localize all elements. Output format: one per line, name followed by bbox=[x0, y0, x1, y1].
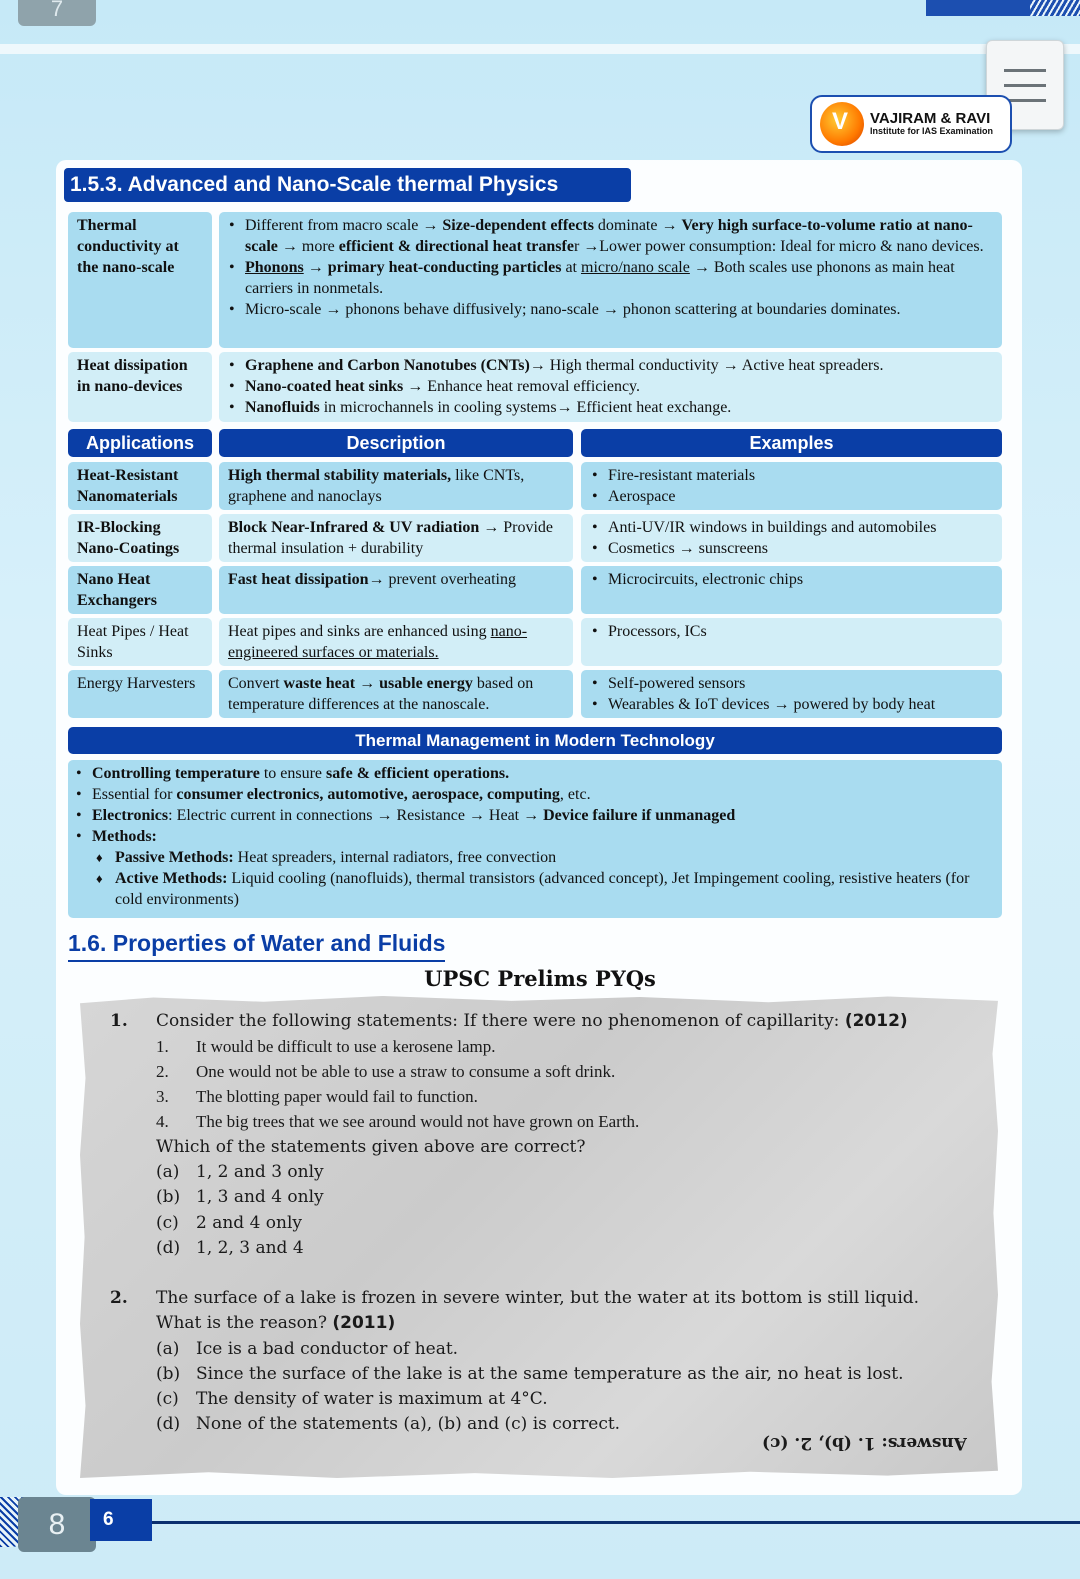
menu-line-icon bbox=[1004, 69, 1046, 72]
list-item: • Wearables & IoT devices → powered by body heat bbox=[590, 694, 993, 715]
header-description: Description bbox=[219, 429, 573, 457]
option-text: 1, 2, 3 and 4 bbox=[196, 1238, 304, 1258]
desc-cell: Fast heat dissipation→ prevent overheating bbox=[219, 566, 573, 614]
footer-line bbox=[150, 1521, 1080, 1524]
option-text: Since the surface of the lake is at the same temperature as the air, no heat is lost. bbox=[196, 1364, 904, 1384]
section-title-16: 1.6. Properties of Water and Fluids bbox=[68, 928, 445, 962]
list-item: • Microcircuits, electronic chips bbox=[590, 569, 993, 590]
list-item: • Fire-resistant materials bbox=[590, 465, 993, 486]
option-text: 1, 3 and 4 only bbox=[196, 1187, 324, 1207]
desc-cell: High thermal stability materials, like CNTs, graphene and nanoclays bbox=[219, 462, 573, 510]
vajiram-logo bbox=[810, 95, 1012, 153]
statement-text: It would be difficult to use a kerosene lamp. bbox=[196, 1037, 496, 1056]
app-cell: Heat Pipes / Heat Sinks bbox=[68, 618, 212, 666]
thermal-conductivity-content bbox=[219, 212, 1002, 348]
logo-text bbox=[870, 111, 993, 136]
list-item: • Anti-UV/IR windows in buildings and automobiles bbox=[590, 517, 993, 538]
list-item: • Nanofluids in microchannels in cooling systems→ Efficient heat exchange. bbox=[227, 397, 993, 418]
option-text: The density of water is maximum at 4°C. bbox=[196, 1389, 548, 1409]
pyq-title: UPSC Prelims PYQs bbox=[424, 966, 656, 991]
question-number: 2. bbox=[110, 1288, 128, 1308]
page-number: 6 bbox=[90, 1499, 152, 1541]
desc-cell: Heat pipes and sinks are enhanced using nano-engineered surfaces or materials. bbox=[219, 618, 573, 666]
header-thermal-management: Thermal Management in Modern Technology bbox=[68, 727, 1002, 754]
option-key: (d) bbox=[156, 1414, 181, 1434]
app-cell: Energy Harvesters bbox=[68, 670, 212, 718]
list-item: • Phonons → primary heat-conducting particles at micro/nano scale → Both scales use phonons as main heat carriers in nonmetals. bbox=[227, 257, 993, 299]
logo-tagline: Institute for IAS Examination bbox=[870, 126, 994, 137]
statement-number: 1. bbox=[156, 1037, 169, 1056]
list-item: ♦ Active Methods: Liquid cooling (nanofluids), thermal transistors (advanced concept), Jet Impingement cooling, resistive heaters (for cold environments) bbox=[96, 868, 993, 910]
list-item: • Cosmetics → sunscreens bbox=[590, 538, 993, 559]
top-bar-decoration bbox=[926, 0, 1080, 16]
list-item: • Essential for consumer electronics, automotive, aerospace, computing, etc. bbox=[74, 784, 993, 805]
list-item: ♦ Passive Methods: Heat spreaders, internal radiators, free convection bbox=[96, 847, 993, 868]
option-key: (a) bbox=[156, 1162, 180, 1182]
examples-cell bbox=[581, 618, 1002, 666]
list-item: • Processors, ICs bbox=[590, 621, 993, 642]
examples-cell bbox=[581, 462, 1002, 510]
list-item: • Controlling temperature to ensure safe & efficient operations. bbox=[74, 763, 993, 784]
option-key: (d) bbox=[156, 1238, 181, 1258]
examples-cell bbox=[581, 566, 1002, 614]
question-text: Consider the following statements: If there were no phenomenon of capillarity: (2012) bbox=[156, 1011, 908, 1031]
option-key: (b) bbox=[156, 1187, 181, 1207]
question-number: 1. bbox=[110, 1011, 128, 1031]
option-key: (c) bbox=[156, 1213, 179, 1233]
option-text: 1, 2 and 3 only bbox=[196, 1162, 324, 1182]
label-thermal-conductivity: Thermal conductivity at the nano-scale bbox=[68, 212, 212, 348]
menu-line-icon bbox=[1004, 84, 1046, 87]
list-item: • Different from macro scale → Size-dependent effects dominate → Very high surface-to-volume ratio at nano-scale → more efficient & directional heat transfer →Lower power consumption: Ideal for micro & nano devices. bbox=[227, 215, 993, 257]
statement-text: One would not be able to use a straw to consume a soft drink. bbox=[196, 1062, 616, 1081]
heat-dissipation-content bbox=[219, 352, 1002, 422]
statement-text: The big trees that we see around would not have grown on Earth. bbox=[196, 1112, 640, 1131]
desc-cell: Block Near-Infrared & UV radiation → Provide thermal insulation + durability bbox=[219, 514, 573, 562]
option-text: 2 and 4 only bbox=[196, 1213, 303, 1233]
examples-cell bbox=[581, 670, 1002, 718]
examples-cell bbox=[581, 514, 1002, 562]
statement-number: 2. bbox=[156, 1062, 169, 1081]
stripes-decoration bbox=[1030, 0, 1080, 16]
option-text: Ice is a bad conductor of heat. bbox=[196, 1339, 459, 1359]
question-prompt: Which of the statements given above are correct? bbox=[156, 1137, 586, 1157]
list-item: • Nano-coated heat sinks → Enhance heat removal efficiency. bbox=[227, 376, 993, 397]
section-title-153: 1.5.3. Advanced and Nano-Scale thermal Physics bbox=[64, 168, 631, 202]
statement-number: 4. bbox=[156, 1112, 169, 1131]
app-cell: Nano Heat Exchangers bbox=[68, 566, 212, 614]
logo-icon bbox=[820, 102, 864, 146]
question-text: The surface of a lake is frozen in severe winter, but the water at its bottom is still liquid. bbox=[156, 1288, 920, 1308]
answer-key-upside-down: Answers: 1. (b), 2. (c) bbox=[762, 1433, 967, 1453]
header-applications: Applications bbox=[68, 429, 212, 457]
option-key: (b) bbox=[156, 1364, 181, 1384]
list-item: • Self-powered sensors bbox=[590, 673, 993, 694]
list-item: • Micro-scale → phonons behave diffusively; nano-scale → phonon scattering at boundaries dominates. bbox=[227, 299, 993, 320]
list-item: • Electronics: Electric current in connections → Resistance → Heat → Device failure if unmanaged bbox=[74, 805, 993, 826]
logo-name: VAJIRAM & RAVI bbox=[870, 110, 991, 128]
thermal-management-content bbox=[68, 760, 1002, 918]
list-item: • Aerospace bbox=[590, 486, 993, 507]
option-key: (a) bbox=[156, 1339, 180, 1359]
header-examples: Examples bbox=[581, 429, 1002, 457]
list-item: • Graphene and Carbon Nanotubes (CNTs)→ High thermal conductivity → Active heat spreaders. bbox=[227, 355, 993, 376]
desc-cell: Convert waste heat → usable energy based on temperature differences at the nanoscale. bbox=[219, 670, 573, 718]
next-page-tab[interactable]: 8 bbox=[18, 1497, 96, 1552]
option-text: None of the statements (a), (b) and (c) is correct. bbox=[196, 1414, 621, 1434]
option-key: (c) bbox=[156, 1389, 179, 1409]
app-cell: IR-Blocking Nano-Coatings bbox=[68, 514, 212, 562]
question-text: What is the reason? (2011) bbox=[156, 1313, 396, 1333]
statement-number: 3. bbox=[156, 1087, 169, 1106]
label-heat-dissipation: Heat dissipation in nano-devices bbox=[68, 352, 212, 422]
prev-page-tab[interactable]: 7 bbox=[18, 0, 96, 26]
app-cell: Heat-Resistant Nanomaterials bbox=[68, 462, 212, 510]
top-strip bbox=[0, 44, 1080, 54]
list-item: • Methods: bbox=[74, 826, 993, 847]
statement-text: The blotting paper would fail to function. bbox=[196, 1087, 478, 1106]
